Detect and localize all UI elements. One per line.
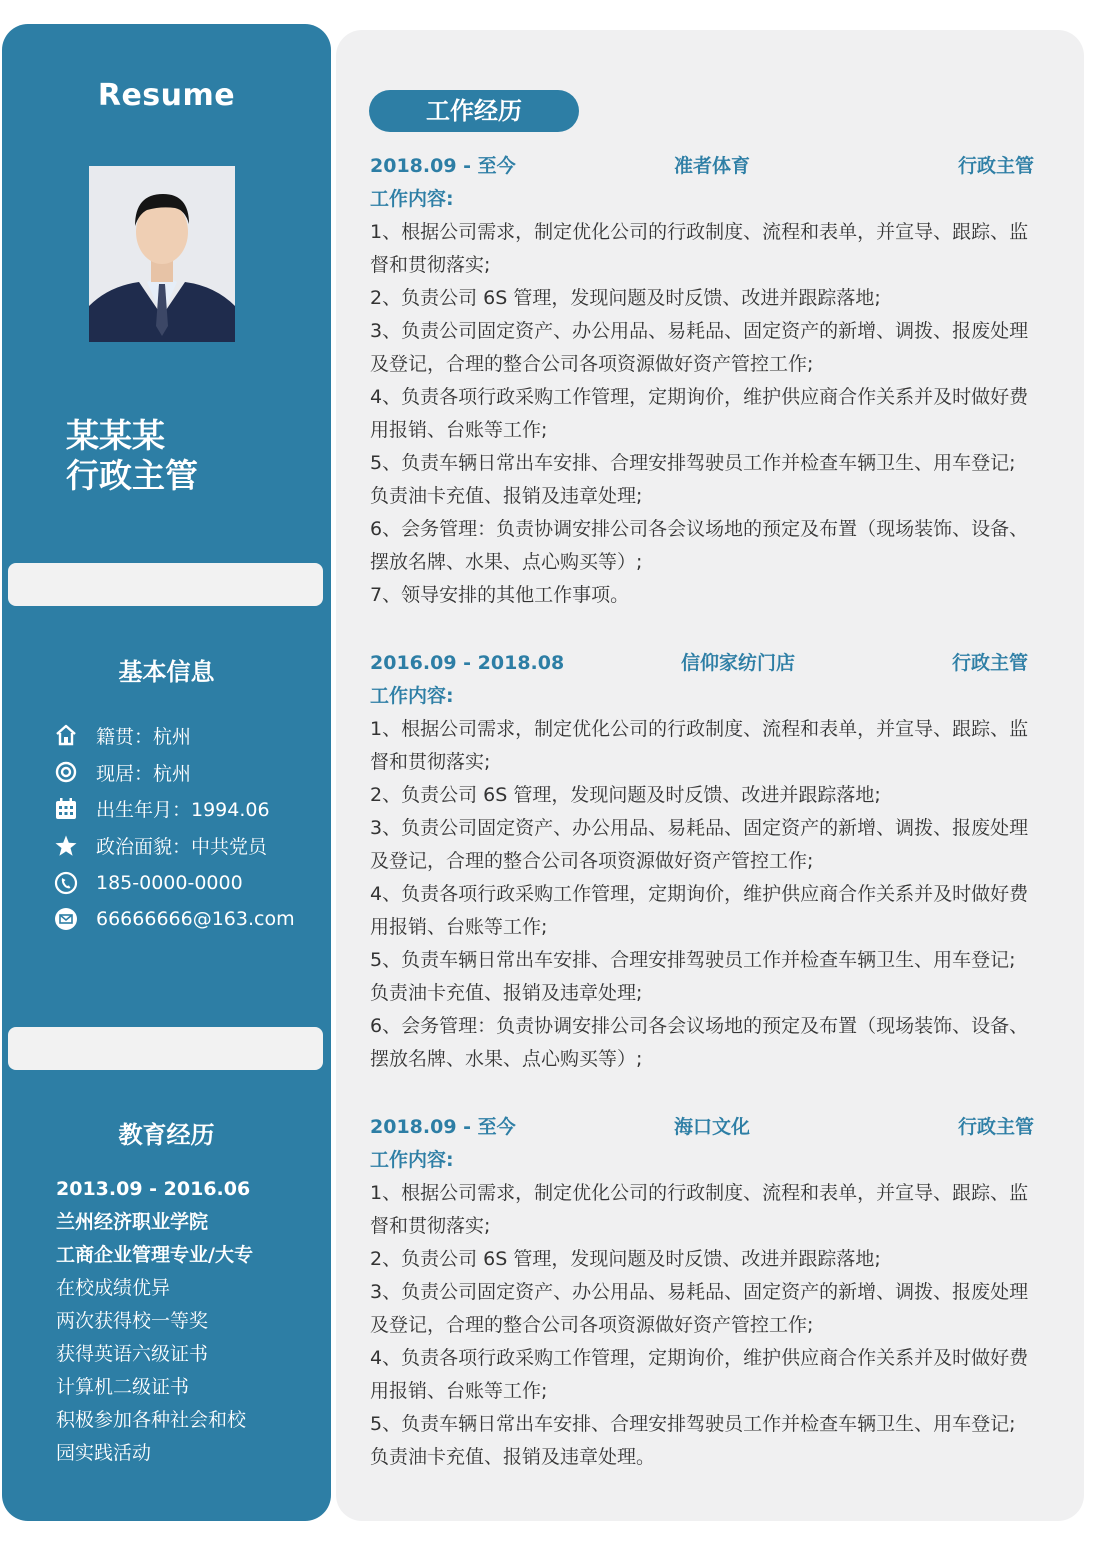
job-line: 摆放名牌、水果、点心购买等）;	[370, 1048, 643, 1070]
info-row-hometown	[54, 717, 295, 754]
job-line: 负责油卡充值、报销及违章处理;	[370, 982, 643, 1004]
resume-title: Resume	[97, 78, 236, 113]
job-line: 6、会务管理：负责协调安排公司各会议场地的预定及布置（现场装饰、设备、	[370, 1015, 1029, 1037]
job-line: 2、负责公司 6S 管理，发现问题及时反馈、改进并跟踪落地;	[370, 784, 881, 806]
job-line: 7、领导安排的其他工作事项。	[370, 584, 630, 606]
work-experience-heading: 工作经历	[369, 90, 579, 132]
job-entry	[370, 647, 1034, 1076]
job-line: 5、负责车辆日常出车安排、合理安排驾驶员工作并检查车辆卫生、用车登记;	[370, 1413, 1016, 1435]
job-period: 2018.09 - 至今	[370, 1116, 516, 1138]
star-icon	[54, 834, 78, 858]
job-content-label: 工作内容:	[370, 685, 454, 707]
job-line: 5、负责车辆日常出车安排、合理安排驾驶员工作并检查车辆卫生、用车登记;	[370, 949, 1016, 971]
education-detail: 计算机二级证书	[56, 1376, 190, 1398]
job-line: 用报销、台账等工作;	[370, 1380, 548, 1402]
job-period: 2018.09 - 至今	[370, 155, 516, 177]
education-detail: 获得英语六级证书	[56, 1343, 209, 1365]
job-line: 3、负责公司固定资产、办公用品、易耗品、固定资产的新增、调拨、报废处理	[370, 320, 1029, 342]
job-company: 海口文化	[673, 1116, 750, 1138]
job-content-label: 工作内容:	[370, 188, 454, 210]
education-detail: 园实践活动	[56, 1442, 152, 1464]
job-company: 信仰家纺门店	[680, 652, 795, 674]
job-line: 用报销、台账等工作;	[370, 916, 548, 938]
job-line: 及登记，合理的整合公司各项资源做好资产管控工作;	[370, 1314, 814, 1336]
info-politics-text: 政治面貌：中共党员	[96, 836, 268, 859]
education-detail: 两次获得校一等奖	[56, 1310, 209, 1332]
job-line: 1、根据公司需求，制定优化公司的行政制度、流程和表单，并宣导、跟踪、监	[370, 718, 1029, 740]
job-entry	[370, 150, 1034, 612]
basic-info-list	[54, 717, 295, 938]
person-name: 某某某	[66, 416, 165, 455]
job-role: 行政主管	[957, 1116, 1034, 1138]
job-company: 准者体育	[673, 155, 750, 177]
info-email-text: 66666666@163.com	[96, 908, 295, 931]
job-entry	[370, 1111, 1034, 1474]
job-line: 用报销、台账等工作;	[370, 419, 548, 441]
job-period: 2016.09 - 2018.08	[370, 652, 565, 674]
job-role: 行政主管	[957, 155, 1034, 177]
job-content-label: 工作内容:	[370, 1149, 454, 1171]
job-line: 5、负责车辆日常出车安排、合理安排驾驶员工作并检查车辆卫生、用车登记;	[370, 452, 1016, 474]
job-line: 摆放名牌、水果、点心购买等）;	[370, 551, 643, 573]
info-birth-text: 出生年月：1994.06	[96, 799, 270, 822]
job-header	[370, 1111, 1034, 1144]
info-row-phone	[54, 864, 295, 901]
info-hometown-text: 籍贯：杭州	[96, 725, 192, 748]
name-block	[66, 416, 198, 496]
info-row-email	[54, 901, 295, 938]
job-header	[370, 150, 1034, 183]
divider-bar	[8, 1027, 323, 1070]
job-line: 3、负责公司固定资产、办公用品、易耗品、固定资产的新增、调拨、报废处理	[370, 1281, 1029, 1303]
education-school: 兰州经济职业学院	[56, 1211, 209, 1233]
job-line: 3、负责公司固定资产、办公用品、易耗品、固定资产的新增、调拨、报废处理	[370, 817, 1029, 839]
home-icon	[54, 723, 78, 747]
calendar-icon	[54, 797, 78, 821]
phone-icon	[54, 871, 78, 895]
job-line: 督和贯彻落实;	[370, 254, 491, 276]
job-line: 6、会务管理：负责协调安排公司各会议场地的预定及布置（现场装饰、设备、	[370, 518, 1029, 540]
job-line: 4、负责各项行政采购工作管理，定期询价，维护供应商合作关系并及时做好费	[370, 386, 1029, 408]
education-detail: 积极参加各种社会和校	[56, 1409, 247, 1431]
info-row-birth	[54, 791, 295, 828]
job-line: 1、根据公司需求，制定优化公司的行政制度、流程和表单，并宣导、跟踪、监	[370, 221, 1029, 243]
job-line: 负责油卡充值、报销及违章处理。	[370, 1446, 656, 1468]
person-position: 行政主管	[66, 456, 198, 495]
info-phone-text: 185-0000-0000	[96, 871, 243, 894]
education-heading: 教育经历	[118, 1121, 215, 1149]
info-row-residence	[54, 754, 295, 791]
mail-icon	[54, 907, 78, 931]
job-header	[370, 647, 1034, 680]
location-pin-icon	[54, 760, 78, 784]
job-line: 4、负责各项行政采购工作管理，定期询价，维护供应商合作关系并及时做好费	[370, 883, 1029, 905]
job-role: 行政主管	[951, 652, 1028, 674]
job-line: 及登记，合理的整合公司各项资源做好资产管控工作;	[370, 353, 814, 375]
basic-info-heading: 基本信息	[118, 658, 215, 686]
info-residence-text: 现居：杭州	[96, 762, 192, 785]
divider-bar	[8, 563, 323, 606]
job-line: 2、负责公司 6S 管理，发现问题及时反馈、改进并跟踪落地;	[370, 1248, 881, 1270]
education-block	[56, 1173, 253, 1470]
job-line: 及登记，合理的整合公司各项资源做好资产管控工作;	[370, 850, 814, 872]
job-line: 2、负责公司 6S 管理，发现问题及时反馈、改进并跟踪落地;	[370, 287, 881, 309]
job-line: 督和贯彻落实;	[370, 1215, 491, 1237]
profile-photo	[89, 166, 235, 342]
education-major: 工商企业管理专业/大专	[56, 1244, 253, 1266]
job-line: 督和贯彻落实;	[370, 751, 491, 773]
education-period: 2013.09 - 2016.06	[56, 1178, 251, 1200]
info-row-politics	[54, 827, 295, 864]
job-line: 负责油卡充值、报销及违章处理;	[370, 485, 643, 507]
education-detail: 在校成绩优异	[56, 1277, 171, 1299]
job-line: 1、根据公司需求，制定优化公司的行政制度、流程和表单，并宣导、跟踪、监	[370, 1182, 1029, 1204]
job-line: 4、负责各项行政采购工作管理，定期询价，维护供应商合作关系并及时做好费	[370, 1347, 1029, 1369]
